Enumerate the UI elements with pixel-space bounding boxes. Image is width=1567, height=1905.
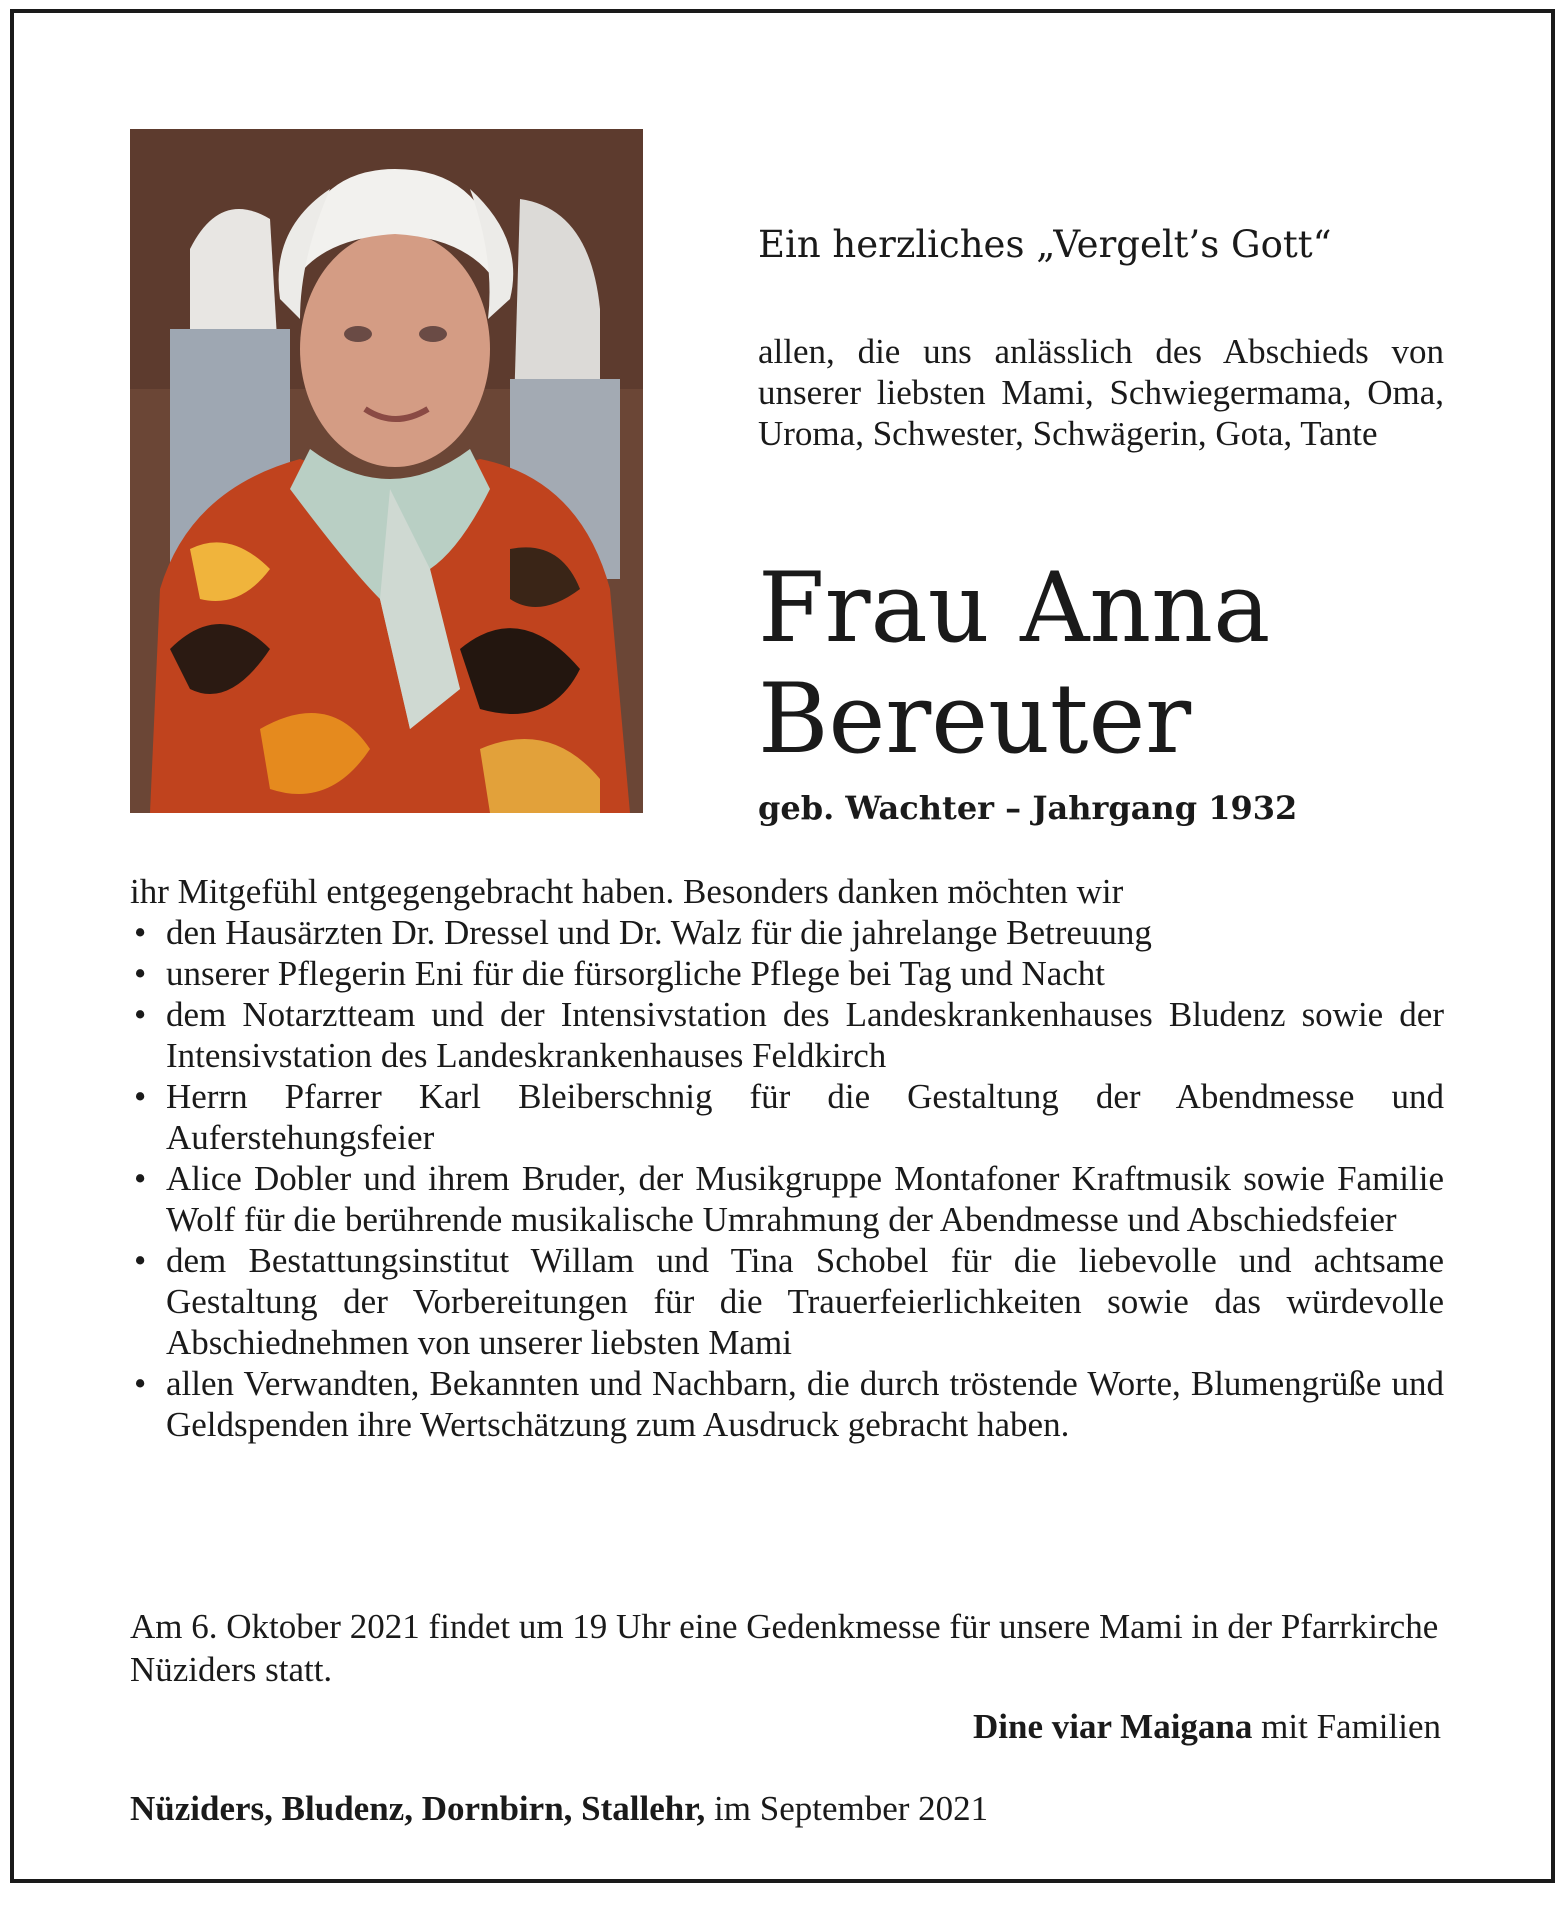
birth-info: geb. Wachter – Jahrgang 1932 <box>758 789 1298 827</box>
signature-suffix: mit Familien <box>1261 1707 1441 1746</box>
list-item: • unserer Pflegerin Eni für die fürsorgliche Pflege bei Tag und Nacht <box>130 953 1444 994</box>
list-item: • Herrn Pfarrer Karl Bleiberschnig für die Gestaltung der Abendmesse und Auferstehungsfeier <box>130 1076 1444 1158</box>
date: im September 2021 <box>714 1789 989 1828</box>
portrait-image <box>130 129 643 813</box>
intro-text: allen, die uns anlässlich des Abschieds von unserer liebsten Mami, Schwiegermama, Oma, Uroma, Schwester, Schwägerin, Gota, Tante <box>758 332 1444 453</box>
list-item: • allen Verwandten, Bekannten und Nachbarn, die durch tröstende Worte, Blumengrüße und Geldspenden ihre Wertschätzung zum Ausdruck gebracht haben. <box>130 1363 1444 1445</box>
thanks-list <box>130 912 1444 1445</box>
header-block <box>758 223 1444 454</box>
memorial-mass-notice: Am 6. Oktober 2021 findet um 19 Uhr eine Gedenkmesse für unsere Mami in der Pfarrkirche Nüziders statt. <box>130 1607 1439 1689</box>
locations: Nüziders, Bludenz, Dornbirn, Stallehr, <box>130 1789 706 1828</box>
signature <box>973 1706 1441 1748</box>
list-item: • dem Bestattungsinstitut Willam und Tina Schobel für die liebevolle und achtsame Gestaltung der Vorbereitungen für die Trauerfeierlichkeiten sowie das würdevolle Abschiednehmen von unserer liebsten Mami <box>130 1240 1444 1363</box>
name-line-1: Frau Anna <box>758 552 1271 664</box>
list-item: • den Hausärzten Dr. Dressel und Dr. Walz für die jahrelange Betreuung <box>130 912 1444 953</box>
signature-names: Dine viar Maigana <box>973 1707 1253 1746</box>
place-and-date <box>130 1788 988 1830</box>
deceased-name <box>758 553 1270 775</box>
list-item: • dem Notarztteam und der Intensivstation des Landeskrankenhauses Bludenz sowie der Intensivstation des Landeskrankenhauses Feldkirch <box>130 994 1444 1076</box>
obituary-notice <box>10 9 1555 1883</box>
thanks-section <box>130 871 1444 1445</box>
greeting: Ein herzliches „Vergelt’s Gott“ <box>758 223 1332 266</box>
list-item: • Alice Dobler und ihrem Bruder, der Musikgruppe Montafoner Kraftmusik sowie Familie Wolf für die berührende musikalische Umrahmung der Abendmesse und Abschiedsfeier <box>130 1158 1444 1240</box>
portrait-photo <box>130 129 643 813</box>
thanks-lead: ihr Mitgefühl entgegengebracht haben. Besonders danken möchten wir <box>130 872 1124 911</box>
name-line-2: Bereuter <box>758 663 1192 775</box>
